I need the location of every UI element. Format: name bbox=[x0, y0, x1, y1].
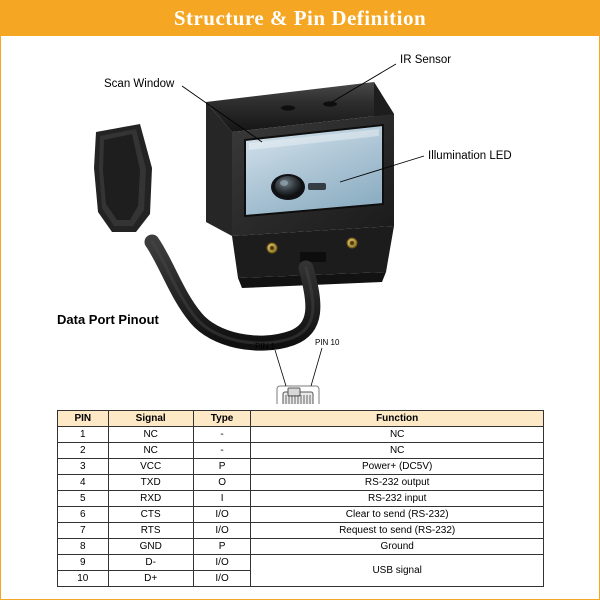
cell-signal: NC bbox=[108, 443, 193, 459]
cell-function: Clear to send (RS-232) bbox=[251, 507, 544, 523]
cell-type: P bbox=[193, 459, 251, 475]
table-header-row bbox=[58, 411, 544, 427]
table-row bbox=[58, 555, 544, 571]
cell-pin: 7 bbox=[58, 523, 109, 539]
cell-type: I/O bbox=[193, 555, 251, 571]
cell-function: NC bbox=[251, 427, 544, 443]
table-row bbox=[58, 523, 544, 539]
cell-pin: 8 bbox=[58, 539, 109, 555]
column-header-type: Type bbox=[193, 411, 251, 427]
connector-pin-last-label: PIN 10 bbox=[315, 338, 340, 347]
cell-function: Power+ (DC5V) bbox=[251, 459, 544, 475]
cell-function: Request to send (RS-232) bbox=[251, 523, 544, 539]
cell-pin: 1 bbox=[58, 427, 109, 443]
product-illustration bbox=[0, 36, 600, 404]
cell-pin: 6 bbox=[58, 507, 109, 523]
cell-signal: CTS bbox=[108, 507, 193, 523]
table-row bbox=[58, 507, 544, 523]
scanner-diagram-graphic bbox=[0, 36, 600, 404]
cell-signal: D- bbox=[108, 555, 193, 571]
table-row bbox=[58, 491, 544, 507]
table-row bbox=[58, 475, 544, 491]
cell-signal: RTS bbox=[108, 523, 193, 539]
cell-signal: RXD bbox=[108, 491, 193, 507]
cell-type: I bbox=[193, 491, 251, 507]
cell-function: RS-232 output bbox=[251, 475, 544, 491]
cell-type: I/O bbox=[193, 523, 251, 539]
table-row bbox=[58, 459, 544, 475]
cell-pin: 5 bbox=[58, 491, 109, 507]
table-row bbox=[58, 427, 544, 443]
cell-type: - bbox=[193, 427, 251, 443]
cell-type: - bbox=[193, 443, 251, 459]
pin-definition-table-wrapper bbox=[57, 410, 544, 587]
cell-pin: 9 bbox=[58, 555, 109, 571]
cell-signal: NC bbox=[108, 427, 193, 443]
callout-illumination-led: Illumination LED bbox=[428, 150, 512, 162]
column-header-function: Function bbox=[251, 411, 544, 427]
cell-type: I/O bbox=[193, 571, 251, 587]
cell-pin: 3 bbox=[58, 459, 109, 475]
cell-function: NC bbox=[251, 443, 544, 459]
table-row bbox=[58, 539, 544, 555]
cell-pin: 2 bbox=[58, 443, 109, 459]
column-header-pin: PIN bbox=[58, 411, 109, 427]
cell-pin: 10 bbox=[58, 571, 109, 587]
cell-function-merged: USB signal bbox=[251, 555, 544, 587]
cell-signal: GND bbox=[108, 539, 193, 555]
callout-ir-sensor: IR Sensor bbox=[400, 54, 452, 66]
cell-type: P bbox=[193, 539, 251, 555]
cell-signal: VCC bbox=[108, 459, 193, 475]
cell-function: Ground bbox=[251, 539, 544, 555]
callout-scan-window: Scan Window bbox=[104, 78, 175, 90]
cell-pin: 4 bbox=[58, 475, 109, 491]
connector-pin-first-label: PIN 1 bbox=[255, 342, 276, 351]
table-row bbox=[58, 443, 544, 459]
pin-definition-table bbox=[57, 410, 544, 587]
page-title: Structure & Pin Definition bbox=[173, 5, 427, 30]
column-header-signal: Signal bbox=[108, 411, 193, 427]
cell-type: O bbox=[193, 475, 251, 491]
cell-signal: D+ bbox=[108, 571, 193, 587]
section-label-data-port-pinout: Data Port Pinout bbox=[57, 312, 159, 327]
cell-type: I/O bbox=[193, 507, 251, 523]
cell-signal: TXD bbox=[108, 475, 193, 491]
page-header bbox=[0, 0, 600, 36]
cell-function: RS-232 input bbox=[251, 491, 544, 507]
